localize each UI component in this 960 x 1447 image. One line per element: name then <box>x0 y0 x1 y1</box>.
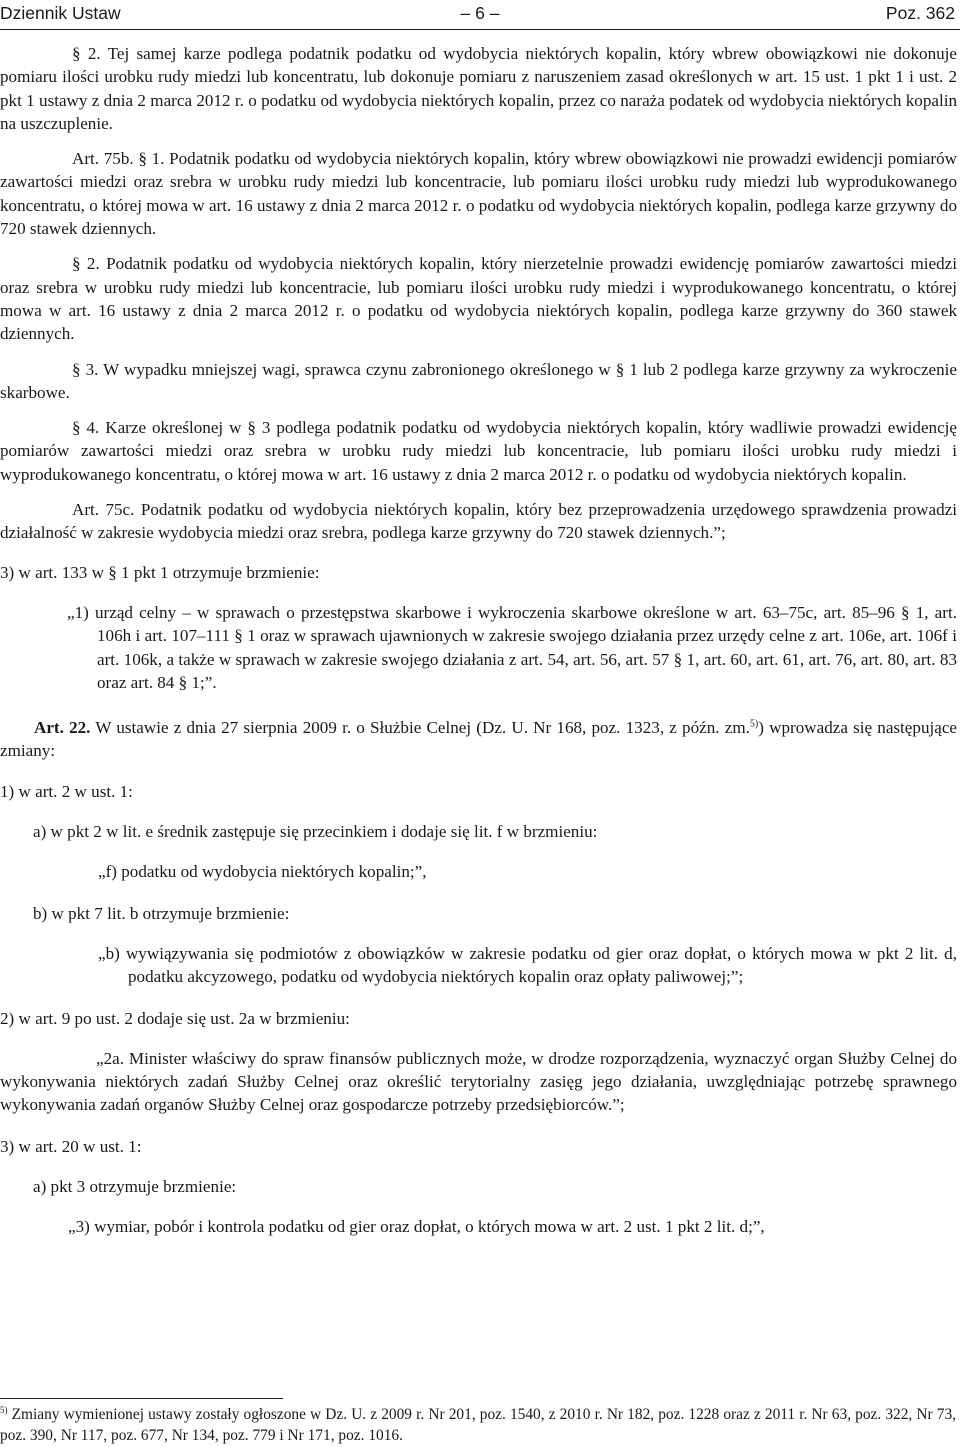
list-item-1b: b) w pkt 7 lit. b otrzymuje brzmienie: <box>33 903 290 923</box>
quote-ust-2a: „2a. Minister właściwy do spraw finansów publicznych może, w drodze rozporządzenia, wyznaczyć organ Służby Celnej do wykonywania niektórych zadań Służby Celnej oraz określić terytorialny zasięg jego działania, uwzględniając potrzebę sprawnego wykonywania zadań organów Służby Celnej oraz gospodarcze potrzeby przedsiębiorców.”; <box>0 1048 957 1115</box>
article-22-text-end: ) wprowadza się następujące zmiany: <box>0 718 957 761</box>
quote-art-133: „1) urząd celny – w sprawach o przestępstwa skarbowe i wykroczenia skarbowe określone w art. 63–75c, art. 85–96 § 1, art. 106h i art. 107–111 § 1 oraz w sprawach ujawnionych w zakresie swojego działania przez urzędy celne z art. 106e, art. 106f i art. 106k, a także w sprawach w zakresie swojego działania z art. 54, art. 56, art. 57 § 1, art. 60, art. 61, art. 76, art. 80, art. 83 oraz art. 84 § 1;”. <box>67 602 957 692</box>
quote-lit-f: „f) podatku od wydobycia niektórych kopalin;”, <box>98 862 427 882</box>
footnote-divider <box>0 1398 283 1399</box>
list-item-3a: a) pkt 3 otrzymuje brzmienie: <box>33 1176 237 1196</box>
paragraph-75b-section-3: § 3. W wypadku mniejszej wagi, sprawca czynu zabronionego określonego w § 1 lub 2 podlega karze grzywny za wykroczenie skarbowe. <box>0 359 957 402</box>
paragraph-75a-section-2: § 2. Tej samej karze podlega podatnik podatku od wydobycia niektórych kopalin, który wbrew obowiązkowi nie dokonuje pomiaru ilości urobku rudy miedzi lub koncentratu, lub dokonuje pomiaru z naruszeniem zasad określonych w art. 15 ust. 1 pkt 1 i ust. 2 pkt 1 ustawy z dnia 2 marca 2012 r. o podatku od wydobycia niektórych kopalin, przez co naraża podatek od wydobycia niektórych kopalin na uszczuplenie. <box>0 44 957 133</box>
footnote-text: Zmiany wymienionej ustawy zostały ogłoszone w Dz. U. z 2009 r. Nr 201, poz. 1540, z 2010 r. Nr 182, poz. 1228 oraz z 2011 r. Nr 63, poz. 322, Nr 73, poz. 390, Nr 117, poz. 677, Nr 134, poz. 779 i Nr 171, poz. 1016. <box>0 1406 956 1444</box>
list-item-1a: a) w pkt 2 w lit. e średnik zastępuje się przecinkiem i dodaje się lit. f w brzmieniu: <box>33 822 598 842</box>
article-22-label: Art. 22. <box>34 718 91 738</box>
list-item-3-art-133: 3) w art. 133 w § 1 pkt 1 otrzymuje brzmienie: <box>0 562 320 582</box>
document-body <box>0 42 960 1239</box>
list-item-3-art-20: 3) w art. 20 w ust. 1: <box>0 1136 142 1156</box>
paragraph-75b-section-1: Art. 75b. § 1. Podatnik podatku od wydobycia niektórych kopalin, który wbrew obowiązkowi nie prowadzi ewidencji pomiarów zawartości miedzi oraz srebra w urobku rudy miedzi lub koncentracie, lub pomiaru ilości urobku rudy miedzi lub wyprodukowanego koncentratu, o której mowa w art. 16 ustawy z dnia 2 marca 2012 r. o podatku od wydobycia niektórych kopalin, podlega karze grzywny do 720 stawek dziennych. <box>0 149 957 239</box>
list-item-1-art-2: 1) w art. 2 w ust. 1: <box>0 781 133 801</box>
page-header <box>0 1 960 25</box>
paragraph-75b-section-4: § 4. Karze określonej w § 3 podlega podatnik podatku od wydobycia niektórych kopalin, który wadliwie prowadzi ewidencję pomiarów zawartości miedzi oraz srebra w urobku rudy miedzi lub koncentracie, lub pomiaru ilości urobku rudy miedzi i wyprodukowanego koncentratu, o której mowa w art. 16 ustawy z dnia 2 marca 2012 r. o podatku od wydobycia niektórych kopalin. <box>0 418 957 484</box>
page-number: – 6 – <box>460 3 500 23</box>
header-divider <box>0 29 960 30</box>
journal-title: Dziennik Ustaw <box>0 3 121 23</box>
article-22-text: W ustawie z dnia 27 sierpnia 2009 r. o Służbie Celnej (Dz. U. Nr 168, poz. 1323, z późn. zm. <box>90 718 750 738</box>
quote-lit-b: „b) wywiązywania się podmiotów z obowiązków w zakresie podatku od gier oraz dopłat, o których mowa w pkt 2 lit. d, podatku akcyzowego, podatku od wydobycia niektórych kopalin oraz opłaty paliwowej;”; <box>98 943 957 987</box>
quote-pkt-3: „3) wymiar, pobór i kontrola podatku od gier oraz dopłat, o których mowa w art. 2 ust. 1 pkt 2 lit. d;”, <box>68 1217 765 1237</box>
footnote-ref: 5) <box>749 718 759 730</box>
position-number: Poz. 362 <box>885 3 955 23</box>
article-22-intro <box>0 716 960 763</box>
list-item-2-art-9: 2) w art. 9 po ust. 2 dodaje się ust. 2a w brzmieniu: <box>0 1008 350 1028</box>
footnote-mark: 5) <box>0 1404 8 1415</box>
paragraph-75b-section-2: § 2. Podatnik podatku od wydobycia niektórych kopalin, który nierzetelnie prowadzi ewidencję pomiarów zawartości miedzi oraz srebra w urobku rudy miedzi lub koncentracie, lub pomiaru ilości urobku rudy miedzi i wyprodukowanego koncentratu, o której mowa w art. 16 ustawy z dnia 2 marca 2012 r. o podatku od wydobycia niektórych kopalin, podlega karze grzywny do 360 stawek dziennych. <box>0 254 957 344</box>
paragraph-75c: Art. 75c. Podatnik podatku od wydobycia niektórych kopalin, który bez przeprowadzenia urzędowego sprawdzenia prowadzi działalność w zakresie wydobycia miedzi oraz srebra, podlega karze grzywny do 720 stawek dziennych.”; <box>0 500 957 543</box>
footnote-5 <box>0 1405 956 1446</box>
